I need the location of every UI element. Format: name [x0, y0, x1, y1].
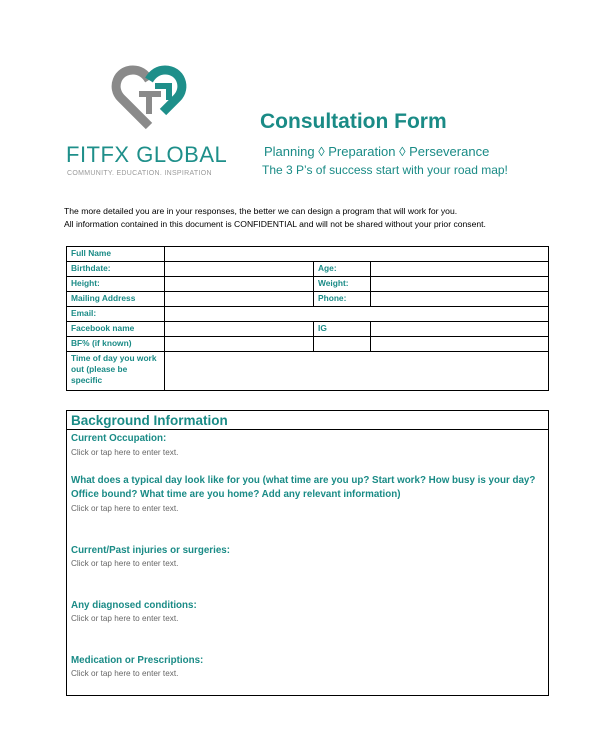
height-field[interactable]: [165, 277, 314, 292]
age-field[interactable]: [371, 262, 549, 277]
intro-line-2: All information contained in this document is CONFIDENTIAL and will not be shared without your prior consent.: [64, 219, 486, 229]
weight-label: Weight:: [314, 277, 371, 292]
empty-cell: [314, 337, 371, 352]
empty-cell: [371, 337, 549, 352]
answer-field-occupation[interactable]: Click or tap here to enter text.: [71, 448, 179, 457]
table-row: [67, 322, 549, 337]
answer-field-injuries[interactable]: Click or tap here to enter text.: [71, 559, 179, 568]
form-motto: The 3 P’s of success start with your road map!: [262, 163, 508, 177]
age-label: Age:: [314, 262, 371, 277]
intro-text: [64, 205, 564, 231]
ig-field[interactable]: [371, 322, 549, 337]
weight-field[interactable]: [371, 277, 549, 292]
facebook-field[interactable]: [165, 322, 314, 337]
form-subtitle: Planning ◊ Preparation ◊ Perseverance: [264, 144, 490, 159]
full-name-label: Full Name: [67, 247, 165, 262]
question-diagnosed-conditions: Any diagnosed conditions:: [71, 600, 197, 611]
brand-name: FITFX GLOBAL: [66, 142, 228, 167]
question-typical-day: What does a typical day look like for you (what time are you up? Start work? How busy is your day? Office bound? What time are you home? Add any relevant information): [71, 475, 536, 500]
birthdate-label: Birthdate:: [67, 262, 165, 277]
table-row: [67, 352, 549, 391]
birthdate-field[interactable]: [165, 262, 314, 277]
form-title: Consultation Form: [260, 110, 447, 133]
time-of-day-label: Time of day you work out (please be specific: [67, 352, 165, 391]
facebook-label: Facebook name: [67, 322, 165, 337]
table-row: [67, 307, 549, 322]
phone-field[interactable]: [371, 292, 549, 307]
brand-tagline: COMMUNITY. EDUCATION. INSPIRATION: [67, 170, 212, 177]
table-row: [67, 277, 549, 292]
table-row: [67, 247, 549, 262]
height-label: Height:: [67, 277, 165, 292]
mailing-address-label: Mailing Address: [67, 292, 165, 307]
full-name-field[interactable]: [165, 247, 549, 262]
phone-label: Phone:: [314, 292, 371, 307]
table-row: [67, 292, 549, 307]
time-of-day-field[interactable]: [165, 352, 549, 391]
question-occupation: Current Occupation:: [71, 433, 167, 444]
table-row: [67, 337, 549, 352]
email-label: Email:: [67, 307, 165, 322]
background-info-section: [66, 410, 549, 696]
table-row: [67, 262, 549, 277]
question-medication: Medication or Prescriptions:: [71, 655, 204, 666]
fitfx-heart-logo-icon: [109, 64, 189, 134]
email-field[interactable]: [165, 307, 549, 322]
answer-field-diagnosed-conditions[interactable]: Click or tap here to enter text.: [71, 614, 179, 623]
intro-line-1: The more detailed you are in your responses, the better we can design a program that will work for you.: [64, 206, 458, 216]
answer-field-medication[interactable]: Click or tap here to enter text.: [71, 669, 179, 678]
bf-field[interactable]: [165, 337, 314, 352]
question-injuries: Current/Past injuries or surgeries:: [71, 545, 230, 556]
answer-field-typical-day[interactable]: Click or tap here to enter text.: [71, 504, 179, 513]
section-title: Background Information: [71, 413, 228, 428]
contact-info-table: [66, 246, 549, 391]
mailing-address-field[interactable]: [165, 292, 314, 307]
section-header: [67, 411, 548, 430]
ig-label: IG: [314, 322, 371, 337]
bf-label: BF% (if known): [67, 337, 165, 352]
